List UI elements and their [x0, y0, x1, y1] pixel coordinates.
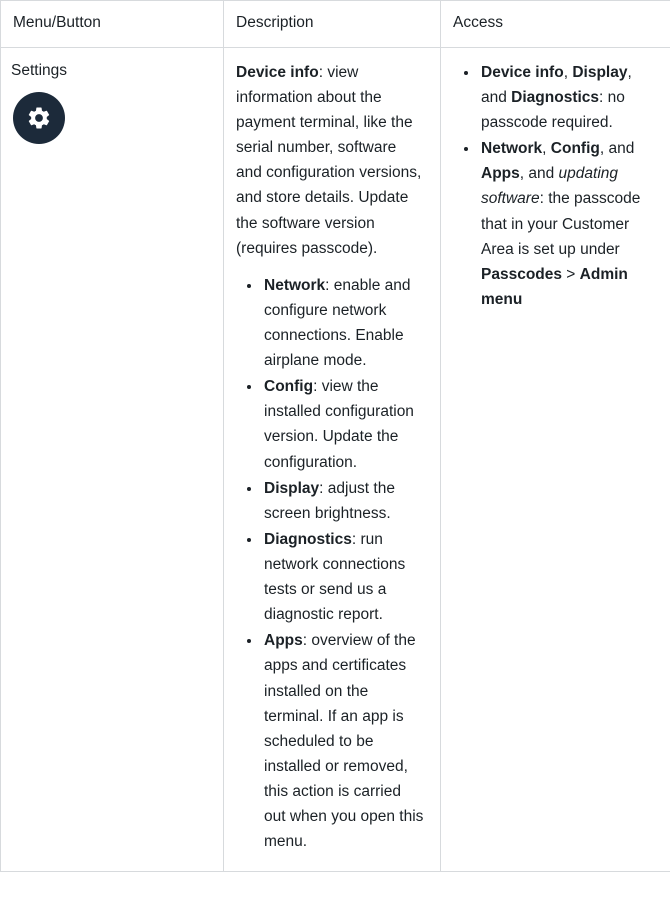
separator: , and: [481, 63, 632, 107]
separator: ,: [542, 140, 551, 158]
menu-name-label: Settings: [11, 61, 68, 79]
term-apps: Apps: [481, 165, 520, 183]
list-item: [262, 273, 426, 373]
term-display: Display: [572, 63, 628, 81]
separator: , and: [599, 140, 635, 158]
term-config: Config: [264, 378, 314, 396]
cell-description: [224, 47, 441, 871]
column-header-description: Description: [224, 1, 441, 48]
access-item-middle: : the passcode that in your Customer Area is set up under: [481, 190, 641, 258]
list-item-text: : view the installed configuration version. Update the configuration.: [264, 378, 414, 471]
term-diagnostics: Diagnostics: [511, 89, 600, 107]
list-item: [479, 60, 656, 135]
term-device-info: Device info: [481, 63, 564, 81]
list-item-text: : run network connections tests or send us a diagnostic report.: [264, 530, 406, 624]
list-item: [262, 628, 426, 854]
description-intro: [236, 60, 426, 261]
term-network: Network: [264, 276, 326, 294]
table-header-row: [1, 1, 670, 48]
access-bullet-list: [455, 60, 656, 312]
list-item: [262, 374, 426, 474]
description-bullet-list: [236, 273, 426, 855]
column-header-menu-button: Menu/Button: [1, 1, 224, 48]
term-device-info: Device info: [236, 63, 319, 81]
settings-gear-badge: [13, 92, 65, 144]
list-item: [262, 527, 426, 627]
term-config: Config: [550, 140, 600, 158]
list-item-text: : adjust the screen brightness.: [264, 479, 395, 522]
list-item: [479, 136, 656, 312]
access-item-tail: : no passcode required.: [481, 89, 625, 132]
list-item-text: : overview of the apps and certificates installed on the terminal. If an app is scheduled to be installed or removed, this action is carried out when you open this menu.: [264, 632, 424, 851]
gear-icon: [26, 105, 52, 131]
term-network: Network: [481, 140, 543, 158]
term-diagnostics: Diagnostics: [264, 530, 352, 548]
table-row: [1, 47, 670, 871]
separator: , and: [519, 165, 559, 183]
separator: ,: [563, 63, 573, 81]
term-admin-menu: Admin menu: [481, 265, 628, 308]
cell-access: [441, 47, 670, 871]
term-display: Display: [264, 479, 320, 497]
list-item-text: : enable and configure network connections. Enable airplane mode.: [264, 276, 411, 370]
column-header-access: Access: [441, 1, 670, 48]
term-updating-software: updating software: [481, 165, 619, 208]
cell-menu-button: [1, 47, 224, 871]
term-apps: Apps: [264, 632, 303, 650]
term-passcodes: Passcodes: [481, 265, 562, 283]
description-intro-text: : view information about the payment terminal, like the serial number, software and configuration versions, and store details. Update the software version (requires passcode).: [236, 63, 422, 257]
list-item: [262, 476, 426, 526]
path-separator: >: [562, 265, 580, 283]
